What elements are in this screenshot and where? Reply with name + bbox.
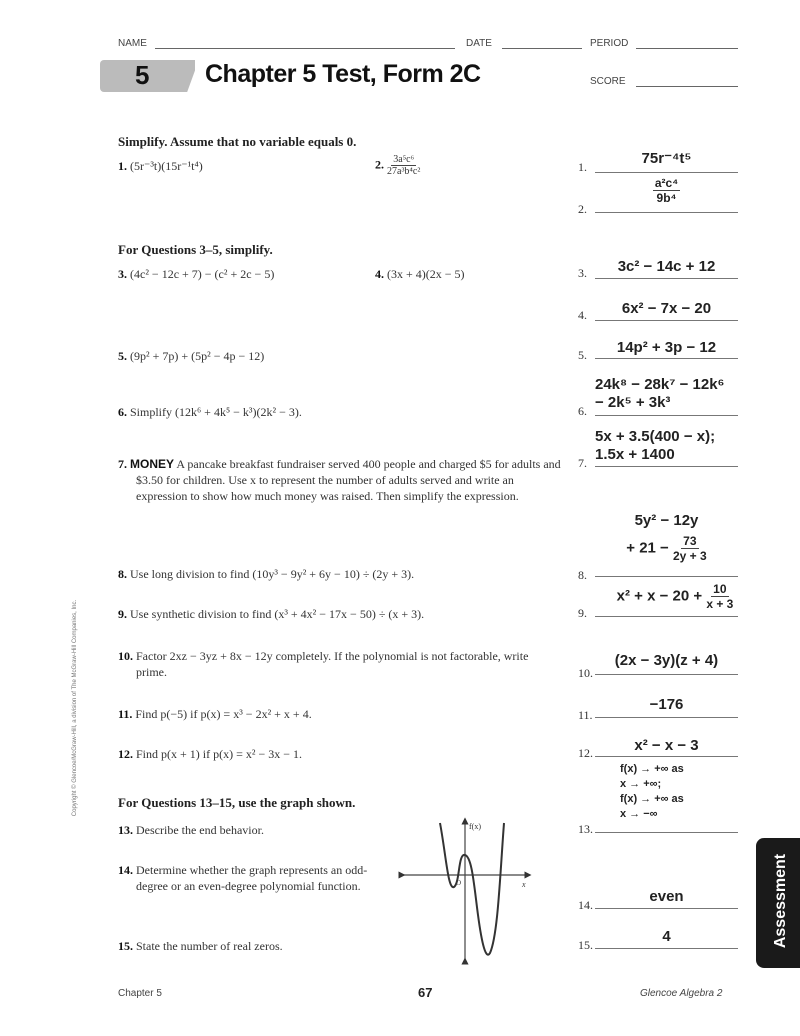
answer-line-text: 5y² − 12y bbox=[634, 512, 699, 529]
answer-10: (2x − 3y)(z + 4) bbox=[614, 652, 719, 669]
answer-number-13: 13. bbox=[578, 822, 593, 836]
page-title: Chapter 5 Test, Form 2C bbox=[205, 60, 481, 88]
answer-line-text: f(x) → +∞ as bbox=[620, 793, 684, 805]
question-number: 9. bbox=[118, 607, 127, 621]
denominator: 2y + 3 bbox=[673, 549, 707, 563]
answer-3: 3c² − 14c + 12 bbox=[617, 258, 716, 275]
question-1 bbox=[118, 158, 203, 174]
answer-12: x² − x − 3 bbox=[634, 737, 699, 754]
answer-number-8: 8. bbox=[578, 568, 587, 582]
score-label: SCORE bbox=[590, 76, 626, 87]
answer-line-6[interactable] bbox=[595, 415, 738, 416]
question-6 bbox=[118, 404, 302, 420]
question-15 bbox=[118, 938, 283, 954]
section-heading-simplify: Simplify. Assume that no variable equals 0. bbox=[118, 134, 357, 149]
question-number: 8. bbox=[118, 567, 127, 581]
numerator: a²c⁴ bbox=[654, 176, 679, 190]
footer-chapter: Chapter 5 bbox=[118, 988, 162, 999]
period-field[interactable] bbox=[636, 48, 738, 49]
answer-line-text: 24k⁸ − 28k⁷ − 12k⁶ bbox=[595, 376, 725, 393]
answer-number-10: 10. bbox=[578, 666, 593, 680]
question-number: 14. bbox=[118, 863, 133, 877]
question-14 bbox=[118, 862, 386, 894]
page-number: 67 bbox=[418, 985, 433, 1000]
question-number: 10. bbox=[118, 649, 133, 663]
footer-book-title: Glencoe Algebra 2 bbox=[640, 988, 723, 999]
question-text: (4c² − 12c + 7) − (c² + 2c − 5) bbox=[130, 267, 275, 281]
answer-line-13[interactable] bbox=[595, 832, 738, 833]
question-text: Determine whether the graph represents an odd-degree or an even-degree polynomial function. bbox=[136, 863, 368, 893]
question-5 bbox=[118, 348, 264, 364]
chapter-number: 5 bbox=[135, 60, 150, 90]
question-text: State the number of real zeros. bbox=[136, 939, 283, 953]
question-text: Use synthetic division to find (x³ + 4x² − 17x − 50) ÷ (x + 3). bbox=[130, 607, 425, 621]
answer-7 bbox=[595, 428, 738, 464]
score-field[interactable] bbox=[636, 86, 738, 87]
origin-label: O bbox=[456, 879, 462, 887]
question-3 bbox=[118, 266, 274, 282]
date-field[interactable] bbox=[502, 48, 582, 49]
answer-line-text: x² + x − 20 + bbox=[616, 587, 703, 605]
answer-9 bbox=[590, 582, 760, 611]
answer-number-1: 1. bbox=[578, 160, 587, 174]
answer-number-14: 14. bbox=[578, 898, 593, 912]
answer-line-9[interactable] bbox=[595, 616, 738, 617]
answer-11: −176 bbox=[649, 696, 684, 713]
section-heading-3-5: For Questions 3–5, simplify. bbox=[118, 242, 273, 257]
question-number: 1. bbox=[118, 159, 127, 173]
denominator: 9b⁴ bbox=[656, 191, 677, 205]
answer-line-text: 1.5x + 1400 bbox=[595, 446, 675, 463]
section-heading-13-15: For Questions 13–15, use the graph shown. bbox=[118, 795, 356, 810]
answer-line-11[interactable] bbox=[595, 717, 738, 718]
curve bbox=[440, 823, 504, 955]
question-number: 3. bbox=[118, 267, 127, 281]
answer-line-2[interactable] bbox=[595, 212, 738, 213]
answer-line-8[interactable] bbox=[595, 576, 738, 577]
answer-line-text: x → +∞; bbox=[620, 778, 662, 790]
question-keyword: MONEY bbox=[130, 457, 175, 471]
answer-5: 14p² + 3p − 12 bbox=[616, 339, 717, 356]
question-text: Find p(−5) if p(x) = x³ − 2x² + x + 4. bbox=[135, 707, 312, 721]
period-label: PERIOD bbox=[590, 38, 629, 49]
question-11 bbox=[118, 706, 312, 722]
denominator: x + 3 bbox=[706, 597, 734, 611]
numerator: 3a⁵c⁶ bbox=[393, 154, 415, 165]
answer-line-15[interactable] bbox=[595, 948, 738, 949]
numerator: 10 bbox=[713, 582, 727, 596]
answer-number-2: 2. bbox=[578, 202, 587, 216]
question-number: 5. bbox=[118, 349, 127, 363]
fraction bbox=[706, 582, 733, 611]
date-label: DATE bbox=[466, 38, 492, 49]
answer-line-text: − 2k⁵ + 3k³ bbox=[595, 394, 671, 411]
question-number: 12. bbox=[118, 747, 133, 761]
question-7 bbox=[118, 456, 566, 504]
answer-number-11: 11. bbox=[578, 708, 593, 722]
question-number: 4. bbox=[375, 267, 384, 281]
answer-6 bbox=[595, 376, 738, 412]
answer-15: 4 bbox=[662, 928, 671, 945]
question-text: A pancake breakfast fundraiser served 400 people and charged $5 for adults and $3.50 for children. Use x to represent the number of adults served and write an expression to show how much money was raised. Then simplify the expression. bbox=[136, 457, 561, 503]
answer-line-4[interactable] bbox=[595, 320, 738, 321]
denominator: 27a³b⁴c² bbox=[387, 166, 421, 177]
answer-2 bbox=[595, 176, 738, 205]
question-13 bbox=[118, 822, 264, 838]
answer-14: even bbox=[649, 888, 684, 905]
answer-number-5: 5. bbox=[578, 348, 587, 362]
question-2 bbox=[375, 154, 420, 177]
question-text: (5r⁻³t)(15r⁻¹t⁴) bbox=[130, 159, 203, 173]
question-text: Use long division to find (10y³ − 9y² + 6y − 10) ÷ (2y + 3). bbox=[130, 567, 415, 581]
question-text: (9p² + 7p) + (5p² − 4p − 12) bbox=[130, 349, 265, 363]
y-axis-label: f(x) bbox=[469, 822, 481, 831]
fraction bbox=[387, 154, 420, 177]
question-text: (3x + 4)(2x − 5) bbox=[387, 267, 465, 281]
question-number: 13. bbox=[118, 823, 133, 837]
answer-line-text: x → −∞ bbox=[620, 808, 658, 820]
answer-line-14[interactable] bbox=[595, 908, 738, 909]
answer-1: 75r⁻⁴t⁵ bbox=[641, 150, 692, 167]
question-text: Find p(x + 1) if p(x) = x² − 3x − 1. bbox=[136, 747, 302, 761]
question-text: Simplify (12k⁶ + 4k⁵ − k³)(2k² − 3). bbox=[130, 405, 302, 419]
answer-number-3: 3. bbox=[578, 266, 587, 280]
question-text: Describe the end behavior. bbox=[136, 823, 264, 837]
answer-number-4: 4. bbox=[578, 308, 587, 322]
question-number: 15. bbox=[118, 939, 133, 953]
fraction bbox=[653, 176, 680, 205]
answer-8 bbox=[595, 512, 738, 563]
answer-line-5[interactable] bbox=[595, 358, 738, 359]
assessment-tab-label: Assessment bbox=[772, 853, 789, 949]
answer-line-1[interactable] bbox=[595, 172, 738, 173]
question-number: 6. bbox=[118, 405, 127, 419]
answer-line-7[interactable] bbox=[595, 466, 738, 467]
question-text: Factor 2xz − 3yz + 8x − 12y completely. If the polynomial is not factorable, write prime. bbox=[136, 649, 529, 679]
question-12 bbox=[118, 746, 302, 762]
answer-number-7: 7. bbox=[578, 456, 587, 470]
x-axis-label: x bbox=[522, 880, 526, 889]
answer-4: 6x² − 7x − 20 bbox=[621, 300, 712, 317]
answer-line-text: 5x + 3.5(400 − x); bbox=[595, 428, 716, 445]
question-number: 7. bbox=[118, 457, 127, 471]
question-9 bbox=[118, 606, 424, 622]
polynomial-graph bbox=[398, 815, 534, 965]
question-10 bbox=[118, 648, 556, 680]
name-label: NAME bbox=[118, 38, 147, 49]
answer-13 bbox=[620, 762, 740, 822]
answer-number-6: 6. bbox=[578, 404, 587, 418]
name-field[interactable] bbox=[155, 48, 455, 49]
question-number: 2. bbox=[375, 157, 384, 172]
answer-line-text: + 21 − bbox=[626, 539, 669, 557]
question-8 bbox=[118, 566, 414, 582]
answer-number-9: 9. bbox=[578, 606, 587, 620]
answer-number-15: 15. bbox=[578, 938, 593, 952]
answer-line-text: f(x) → +∞ as bbox=[620, 763, 684, 775]
copyright-notice: Copyright © Glencoe/McGraw-Hill, a division of The McGraw-Hill Companies, Inc. bbox=[72, 599, 78, 817]
question-4 bbox=[375, 266, 465, 282]
answer-number-12: 12. bbox=[578, 746, 593, 760]
answer-line-3[interactable] bbox=[595, 278, 738, 279]
fraction bbox=[673, 534, 707, 563]
question-number: 11. bbox=[118, 707, 133, 721]
answer-line-12[interactable] bbox=[595, 756, 738, 757]
answer-line-10[interactable] bbox=[595, 674, 738, 675]
numerator: 73 bbox=[683, 534, 697, 548]
